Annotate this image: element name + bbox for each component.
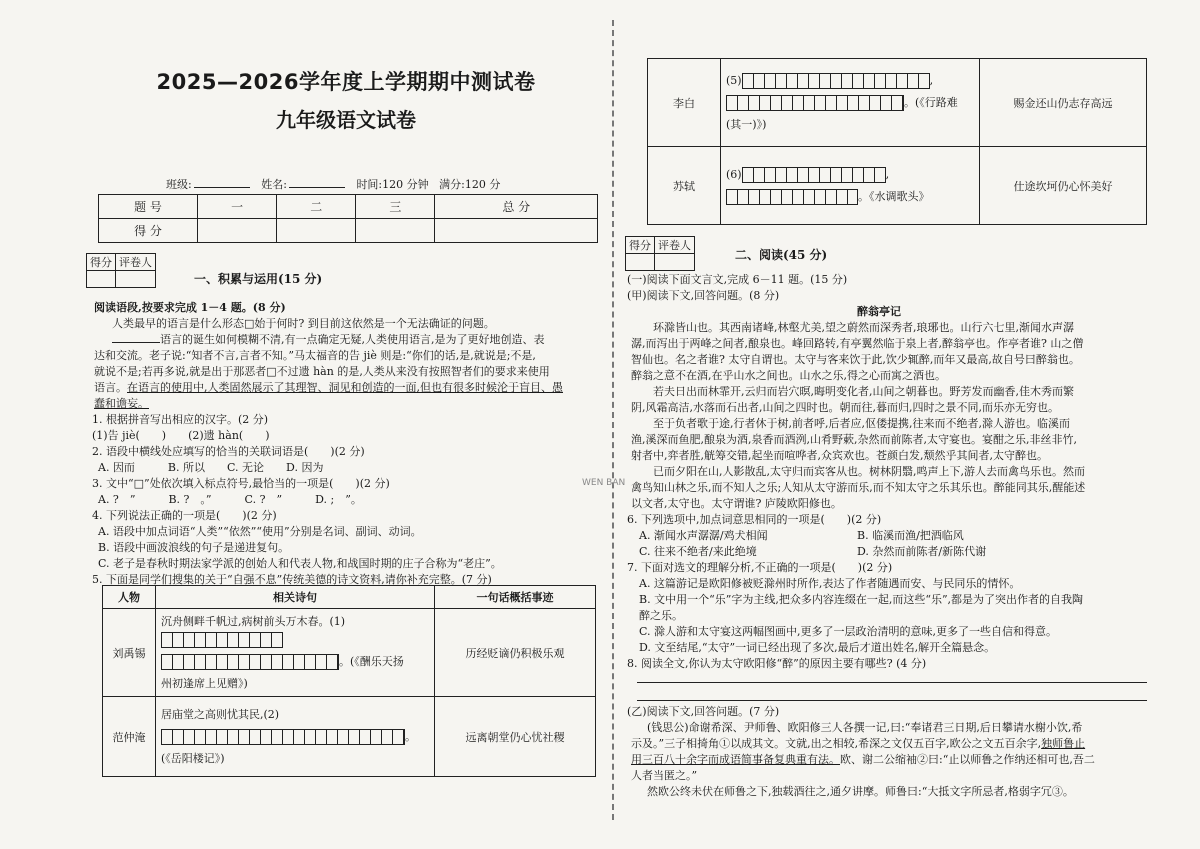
- poem-summary: 仕途坎坷仍心怀美好: [980, 147, 1147, 225]
- grader-score-label: 得分: [87, 254, 116, 271]
- question-4-option-a: A. 语段中加点词语“人类”“依然”“使用”分别是名词、副词、动词。: [98, 525, 422, 538]
- name-field[interactable]: [289, 177, 345, 188]
- poem-table: [102, 585, 596, 777]
- essay-line: 以文者,太守也。太守谓谁? 庐陵欧阳修也。: [631, 497, 842, 510]
- poem-source: 。(《行路难: [904, 95, 958, 109]
- score-header-cell: 题 号: [99, 195, 198, 219]
- answer-grid[interactable]: [742, 167, 886, 183]
- left-column: [86, 0, 606, 849]
- question-7-option-a: A. 这篇游记是欧阳修被贬滁州时所作,表达了作者随遇而安、与民同乐的情怀。: [639, 577, 1021, 590]
- question-6: 6. 下列选项中,加点词意思相同的一项是( )(2 分): [627, 513, 882, 526]
- yi-line: (钱思公)命谢希深、尹师鲁、欧阳修三人各撰一记,曰:“奉诸君三日期,后日攀请水榭小饮,希: [647, 721, 1083, 734]
- score-header-cell: 一: [198, 195, 277, 219]
- jia-intro: (甲)阅读下文,回答问题。(8 分): [627, 289, 780, 302]
- score-row-label: 得 分: [99, 219, 198, 243]
- passage-line: 达和交流。老子说:“知者不言,言者不知。”马太福音的告 jiè 则是:“你们的话,是,就说是;不是,: [94, 349, 536, 362]
- yi-text: 示及。”三子相掎角①以成其文。文就,出之相较,希深之文仅五百字,欧公之文五百余字,: [631, 737, 1042, 750]
- score-cell[interactable]: [198, 219, 277, 243]
- answer-grid[interactable]: [161, 632, 283, 648]
- passage-text: 语言。: [94, 381, 127, 394]
- poem-header-cell: 一句话概括事迹: [435, 586, 596, 609]
- question-1: 1. 根据拼音写出相应的汉字。(2 分): [92, 413, 269, 426]
- underlined-sentence: 独师鲁止: [1041, 737, 1086, 750]
- essay-line: 渔,溪深而鱼肥,酿泉为酒,泉香而酒洌,山肴野蔌,杂然而前陈者,太守宴也。宴酣之乐,非丝非竹,: [631, 433, 1077, 446]
- part1-title: 一、积累与运用(15 分): [194, 272, 323, 286]
- exam-title: 2025—2026学年度上学期期中测试卷: [156, 70, 536, 94]
- passage-text: 语言的诞生如何模糊不清,有一点确定无疑,人类使用语言,是为了更好地创造、表: [160, 333, 545, 346]
- score-header-cell: 二: [277, 195, 356, 219]
- class-label: 班级:: [166, 178, 192, 191]
- question-7-option-b-cont: 醉之乐。: [639, 609, 683, 622]
- passage-line: 就说不是;若再多说,就是出于那恶者□不过遗 hàn 的是,人类从来没有按照智者们的要求来使用: [94, 365, 550, 378]
- poem-line: [157, 726, 433, 748]
- essay-line: 醉翁之意不在酒,在乎山水之间也。山水之乐,得之心而寓之酒也。: [631, 369, 946, 382]
- question-4-option-c: C. 老子是春秋时期法家学派的创始人和代表人物,和战国时期的庄子合称为“老庄”。: [98, 557, 502, 570]
- answer-line[interactable]: [637, 682, 1147, 683]
- question-8: 8. 阅读全文,你认为太守欧阳修“醉”的原因主要有哪些? (4 分): [627, 657, 927, 670]
- wavy-sentence: 蠢和谵妄。: [94, 397, 149, 410]
- poem-lines-cell: [156, 609, 435, 697]
- question-7: 7. 下面对选文的理解分析,不正确的一项是( )(2 分): [627, 561, 893, 574]
- poem-source-line: (《岳阳楼记》): [161, 751, 225, 765]
- essay-line: 环滁皆山也。其西南诸峰,林壑尤美,望之蔚然而深秀者,琅琊也。山行六七里,渐闻水声潺: [653, 321, 1074, 334]
- score-cell[interactable]: [435, 219, 598, 243]
- answer-grid[interactable]: [161, 729, 405, 745]
- yi-line: [631, 736, 1085, 752]
- question-2-options: A. 因而 B. 所以 C. 无论 D. 因为: [98, 461, 324, 474]
- full-score-info: 满分:120 分: [439, 178, 501, 191]
- wavy-sentence: 在语言的使用中,人类固然展示了其理智、洞见和创造的一面,但也有很多时候沦于盲目、愚: [127, 381, 563, 394]
- score-cell[interactable]: [356, 219, 435, 243]
- name-label: 姓名:: [261, 178, 287, 191]
- poem-summary: 赐金还山仍志存高远: [980, 59, 1147, 147]
- grader-box: [625, 236, 695, 271]
- score-table: [98, 194, 598, 243]
- poem-person: 刘禹锡: [103, 609, 156, 697]
- part2-intro: (一)阅读下面文言文,完成 6－11 题。(15 分): [627, 273, 848, 286]
- poem-source-line: (其一)》): [726, 117, 767, 131]
- time-info: 时间:120 分钟: [356, 178, 429, 191]
- poem-lines-cell: [721, 59, 980, 147]
- poem-line: [157, 611, 433, 651]
- fold-divider: [612, 20, 614, 820]
- yi-line: 人者当匿之。”: [631, 769, 698, 782]
- essay-line: 禽鸟知山林之乐,而不知人之乐;人知从太守游而乐,而不知太守之乐其乐也。醉能同其乐,醒能述: [631, 481, 1086, 494]
- class-field[interactable]: [194, 177, 250, 188]
- essay-line: 已而夕阳在山,人影散乱,太守归而宾客从也。树林阴翳,鸣声上下,游人去而禽鸟乐也。然而: [653, 465, 1085, 478]
- essay-line: 阴,风霜高洁,水落而石出者,山间之四时也。朝而往,暮而归,四时之景不同,而乐亦无穷也。: [631, 401, 1059, 414]
- answer-grid[interactable]: [726, 189, 858, 205]
- poem-person: 苏轼: [648, 147, 721, 225]
- score-cell[interactable]: [277, 219, 356, 243]
- question-6-option-a: A. 渐闻水声潺潺/鸡犬相闻: [639, 529, 768, 542]
- poem-lines-cell: [156, 697, 435, 777]
- grader-label: 评卷人: [116, 254, 156, 271]
- underlined-sentence: 用三百八十余字而成语简事备复典重有法。: [631, 753, 840, 766]
- question-7-option-c: C. 滁人游和太守宴这两幅图画中,更多了一层政治清明的意味,更多了一些自信和得意。: [639, 625, 1058, 638]
- question-3: 3. 文中“□”处依次填入标点符号,最恰当的一项是( )(2 分): [92, 477, 390, 490]
- yi-text: 欧、谢二公缩袖②曰:“止以师鲁之作纳还相可也,吾二: [840, 753, 1095, 766]
- poem-line: [722, 186, 978, 208]
- essay-line: 智仙也。名之者谁? 太守自谓也。太守与客来饮于此,饮少辄醉,而年又最高,故自号曰醉翁也。: [631, 353, 1080, 366]
- grader-box: [86, 253, 156, 288]
- passage-line: 人类最早的语言是什么形态□始于何时? 到目前这依然是一个无法确证的问题。: [112, 317, 495, 330]
- poem-person: 李白: [648, 59, 721, 147]
- answer-grid[interactable]: [161, 654, 339, 670]
- question-3-options: A. ? ” B. ? 。” C. ? ” D. ; ”。: [98, 493, 362, 506]
- answer-grid[interactable]: [742, 73, 930, 89]
- poem-text: (5): [726, 73, 742, 87]
- essay-line: 射者中,弈者胜,觥筹交错,起坐而喧哗者,众宾欢也。苍颜白发,颓然乎其间者,太守醉也。: [631, 449, 1048, 462]
- question-6-option-b: B. 临溪而渔/把酒临风: [857, 529, 964, 542]
- question-1-items: (1)告 jiè( ) (2)遗 hàn( ): [92, 429, 270, 442]
- poem-source: 。(《酬乐天扬: [339, 654, 404, 668]
- part1-intro: 阅读语段,按要求完成 1－4 题。(8 分): [94, 301, 286, 314]
- yi-line: 然欧公终未伏在师鲁之下,独载酒往之,通夕讲摩。师鲁曰:“大抵文字所忌者,格弱字冗③。: [647, 785, 1074, 798]
- poem-table-continued: [647, 58, 1147, 225]
- grader-cell[interactable]: [655, 254, 695, 271]
- grader-label: 评卷人: [655, 237, 695, 254]
- grader-score-cell[interactable]: [626, 254, 655, 271]
- poem-summary: 历经贬谪仍积极乐观: [435, 609, 596, 697]
- essay-line: 若夫日出而林霏开,云归而岩穴暝,晦明变化者,山间之朝暮也。野芳发而幽香,佳木秀而繁: [653, 385, 1074, 398]
- question-4: 4. 下列说法正确的一项是( )(2 分): [92, 509, 277, 522]
- grader-score-label: 得分: [626, 237, 655, 254]
- essay-title: 醉翁亭记: [857, 305, 901, 318]
- question-7-option-d: D. 文至结尾,“太守”一词已经出现了多次,最后才道出姓名,解开全篇悬念。: [639, 641, 996, 654]
- poem-source-line: 州初逢席上见赠》): [161, 676, 248, 690]
- poem-source: 。《水调歌头》: [858, 189, 930, 203]
- yi-line: [631, 752, 1095, 768]
- poem-line: (5) ,: [726, 73, 934, 87]
- passage-line: [112, 332, 545, 348]
- poem-source: 。: [405, 729, 416, 743]
- poem-line: [157, 651, 433, 673]
- score-header-cell: 总 分: [435, 195, 598, 219]
- answer-grid[interactable]: [726, 95, 904, 111]
- poem-header-cell: 相关诗句: [156, 586, 435, 609]
- question-7-option-b: B. 文中用一个“乐”字为主线,把众多内容连缀在一起,而这些“乐”,都是为了突出作者的自我陶: [639, 593, 1084, 606]
- yi-intro: (乙)阅读下文,回答问题。(7 分): [627, 705, 780, 718]
- question-6-option-d: D. 杂然而前陈者/新陈代谢: [857, 545, 987, 558]
- question-5: 5. 下面是同学们搜集的关于“自强不息”传统美德的诗文资料,请你补充完整。(7 分): [92, 573, 492, 586]
- poem-line: [157, 704, 433, 726]
- poem-person: 范仲淹: [103, 697, 156, 777]
- answer-line[interactable]: [637, 700, 1147, 701]
- poem-text: 沉舟侧畔千帆过,病树前头万木春。(1): [161, 614, 346, 628]
- poem-lines-cell: [721, 147, 980, 225]
- question-6-option-c: C. 往来不绝者/来此绝境: [639, 545, 757, 558]
- poem-summary: 远离朝堂仍心忧社稷: [435, 697, 596, 777]
- poem-line: (6) ,: [726, 167, 890, 181]
- grader-score-cell[interactable]: [87, 271, 116, 288]
- essay-line: 潺,而泻出于两峰之间者,酿泉也。峰回路转,有亭翼然临于泉上者,醉翁亭也。作亭者谁? 山之僧: [631, 337, 1084, 350]
- student-info: [166, 176, 500, 192]
- poem-header-cell: 人物: [103, 586, 156, 609]
- part2-title: 二、阅读(45 分): [735, 248, 828, 262]
- grader-cell[interactable]: [116, 271, 156, 288]
- exam-subtitle: 九年级语文试卷: [276, 108, 416, 132]
- essay-line: 至于负者歌于途,行者休于树,前者呼,后者应,伛偻提携,往来而不绝者,滁人游也。临溪而: [653, 417, 1070, 430]
- poem-text: (6): [726, 167, 742, 181]
- question-2: 2. 语段中横线处应填写的恰当的关联词语是( )(2 分): [92, 445, 365, 458]
- question-4-option-b: B. 语段中画波浪线的句子是递进复句。: [98, 541, 290, 554]
- score-header-cell: 三: [356, 195, 435, 219]
- right-column: [625, 0, 1150, 849]
- watermark: WEN BAN: [582, 478, 626, 488]
- poem-text: 居庙堂之高则忧其民,(2): [161, 707, 280, 721]
- poem-line: [722, 92, 978, 114]
- passage-line: [94, 380, 563, 396]
